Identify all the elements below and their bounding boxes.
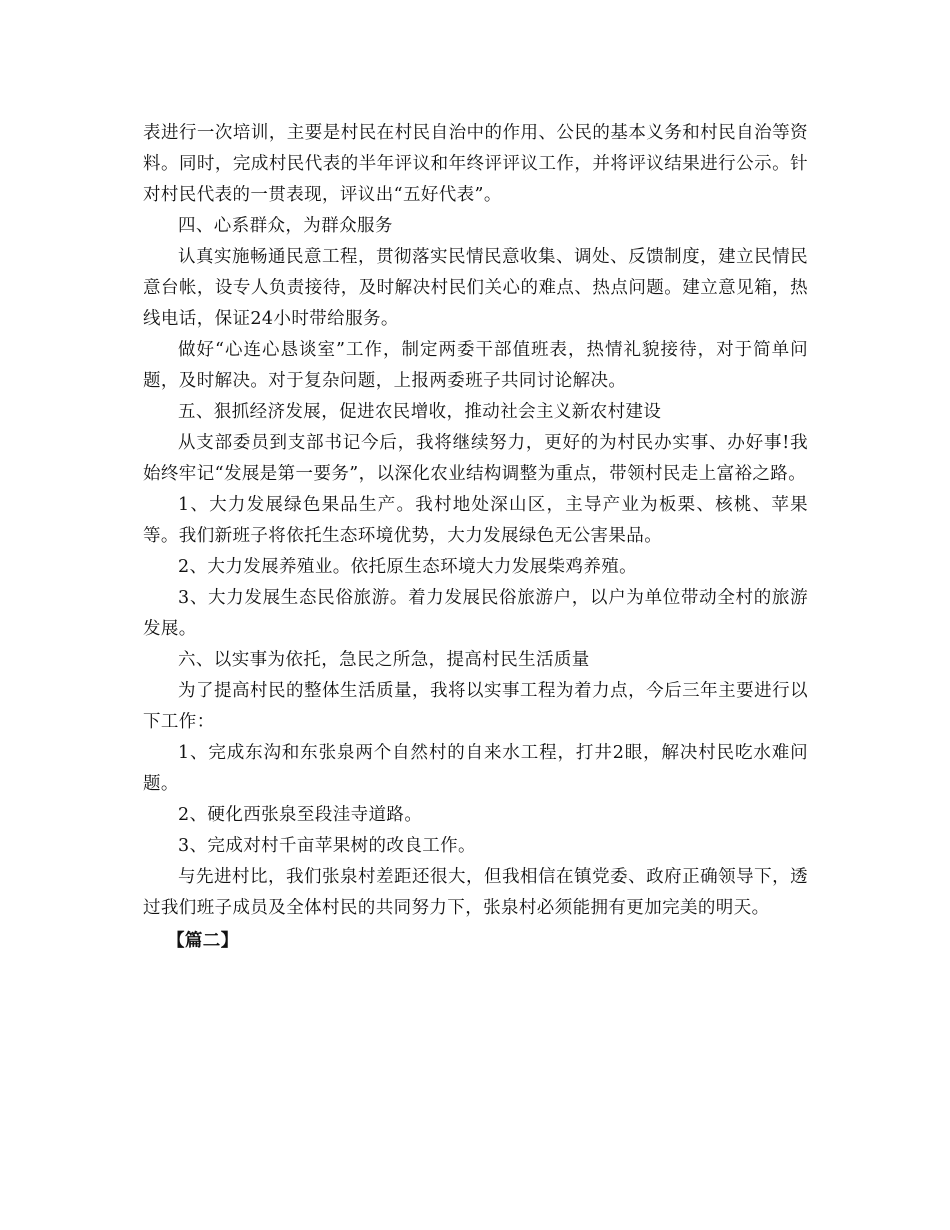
paragraph: 与先进村比，我们张泉村差距还很大，但我相信在镇党委、政府正确领导下，透过我们班子成员及全体村民的共同努力下，张泉村必须能拥有更加完美的明天。 [143, 867, 808, 918]
heading-section-6: 六、以实事为依托，急民之所急，提高村民生活质量 [178, 650, 590, 670]
list-item: 2、硬化西张泉至段洼寺道路。 [178, 805, 423, 825]
list-item: 3、大力发展生态民俗旅游。着力发展民俗旅游户，以户为单位带动全村的旅游发展。 [143, 588, 808, 639]
paragraph: 从支部委员到支部书记今后，我将继续努力，更好的为村民办实事、办好事!我始终牢记“发展是第一要务”，以深化农业结构调整为重点，带领村民走上富裕之路。 [143, 433, 808, 484]
heading-section-5: 五、狠抓经济发展，促进农民增收，推动社会主义新农村建设 [178, 402, 662, 422]
list-item: 2、大力发展养殖业。依托原生态环境大力发展柴鸡养殖。 [178, 557, 638, 577]
list-item: 1、完成东沟和东张泉两个自然村的自来水工程，打井2眼，解决村民吃水难问题。 [143, 743, 808, 794]
document-body [143, 118, 808, 957]
paragraph: 认真实施畅通民意工程，贯彻落实民情民意收集、调处、反馈制度，建立民情民意台帐，设专人负责接待，及时解决村民们关心的难点、热点问题。建立意见箱，热线电话，保证24小时带给服务。 [143, 247, 808, 329]
paragraph: 为了提高村民的整体生活质量，我将以实事工程为着力点，今后三年主要进行以下工作： [143, 681, 808, 732]
paragraph-continuation: 表进行一次培训，主要是村民在村民自治中的作用、公民的基本义务和村民自治等资料。同时，完成村民代表的半年评议和年终评评议工作，并将评议结果进行公示。针对村民代表的一贯表现，评议出“五好代表”。 [143, 123, 808, 205]
paragraph: 做好“心连心恳谈室”工作，制定两委干部值班表，热情礼貌接待，对于简单问题，及时解决。对于复杂问题，上报两委班子共同讨论解决。 [143, 340, 808, 391]
section-tag: 【篇二】 [167, 931, 239, 951]
list-item: 1、大力发展绿色果品生产。我村地处深山区，主导产业为板栗、核桃、苹果等。我们新班子将依托生态环境优势，大力发展绿色无公害果品。 [143, 495, 808, 546]
list-item: 3、完成对村千亩苹果树的改良工作。 [178, 836, 476, 856]
heading-section-4: 四、心系群众，为群众服务 [178, 216, 393, 236]
